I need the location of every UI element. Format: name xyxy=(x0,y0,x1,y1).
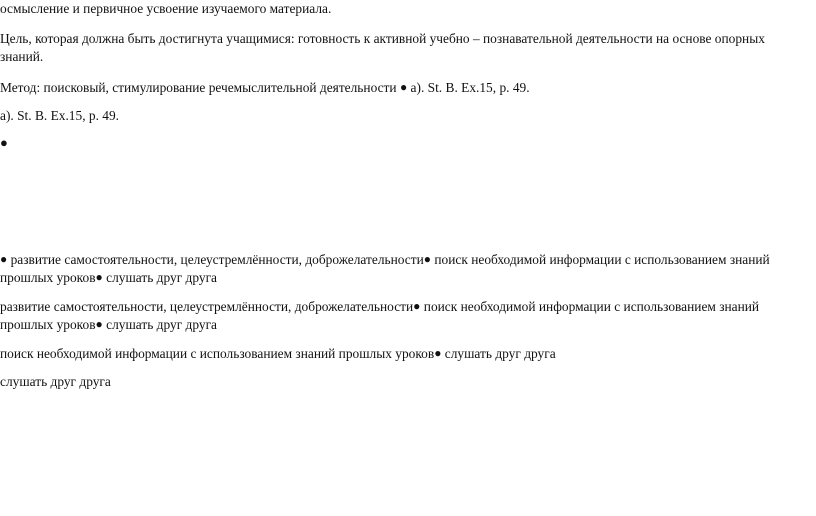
paragraph-stage: осмысление и первичное усвоение изучаемого материала. xyxy=(0,1,332,16)
paragraph-bullets-1-cont xyxy=(0,268,217,287)
paragraph-bullets-2-cont xyxy=(0,315,217,334)
item-search-cont: прошлых уроков xyxy=(0,317,96,332)
method-reference: а). St. B. Ex.15, p. 49. xyxy=(410,80,530,95)
item-search: поиск необходимой информации с использованием знаний xyxy=(434,252,770,267)
bullet-icon: ● xyxy=(413,299,421,313)
method-text: Метод: поисковый, стимулирование речемыслительной деятельности xyxy=(0,80,397,95)
item-listen: слушать друг друга xyxy=(106,270,218,285)
item-development: развитие самостоятельности, целеустремлённости, доброжелательности xyxy=(0,299,414,314)
bullet-icon: ● xyxy=(0,135,8,150)
paragraph-bullets-2 xyxy=(0,297,759,316)
item-development: развитие самостоятельности, целеустремлённости, доброжелательности xyxy=(10,252,424,267)
item-listen: слушать друг друга xyxy=(444,346,556,361)
paragraph-bullets-3 xyxy=(0,344,556,363)
bullet-icon: ● xyxy=(95,317,103,331)
bullet-icon: ● xyxy=(95,270,103,284)
item-listen: слушать друг друга xyxy=(106,317,218,332)
item-search: поиск необходимой информации с использованием знаний прошлых уроков xyxy=(0,346,435,361)
paragraph-goal-line2: знаний. xyxy=(0,49,44,64)
paragraph-reference: а). St. B. Ex.15, p. 49. xyxy=(0,108,120,123)
bullet-icon: ● xyxy=(434,346,442,360)
paragraph-bullets-1 xyxy=(0,250,770,269)
item-search-cont: прошлых уроков xyxy=(0,270,96,285)
bullet-icon: ● xyxy=(399,80,408,94)
bullet-icon: ● xyxy=(0,252,8,266)
paragraph-method xyxy=(0,78,530,97)
paragraph-listen: слушать друг друга xyxy=(0,374,111,389)
item-search: поиск необходимой информации с использованием знаний xyxy=(423,299,760,314)
bullet-icon: ● xyxy=(423,252,432,266)
paragraph-goal-line1: Цель, которая должна быть достигнута учащимися: готовность к активной учебно – познавательной деятельности на основе опорных xyxy=(0,31,765,46)
